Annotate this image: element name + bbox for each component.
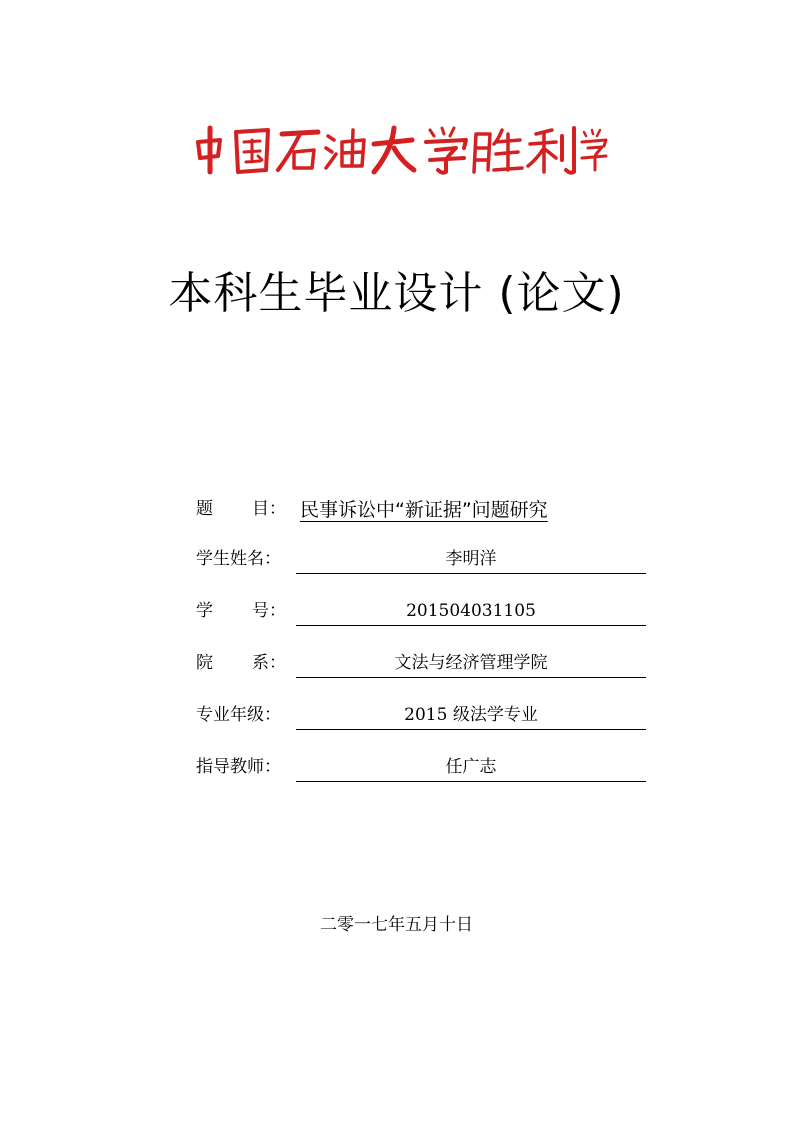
university-calligraphy-logo xyxy=(190,120,610,180)
major-value: 2015 级法学专业 xyxy=(296,704,646,730)
topic-label-char-1: 题 xyxy=(196,499,213,519)
info-row-student-name xyxy=(196,540,646,574)
advisor-value: 任广志 xyxy=(296,756,646,782)
student-id-label xyxy=(196,600,296,626)
document-date: 二零一七年五月十日 xyxy=(320,915,473,935)
student-id-label-char-1: 学 xyxy=(196,601,213,621)
university-logo xyxy=(190,120,610,180)
student-name-value: 李明洋 xyxy=(296,548,646,574)
department-label-char-2: 系： xyxy=(252,653,286,673)
student-name-label: 学生姓名： xyxy=(196,549,281,569)
student-id-label-char-2: 号： xyxy=(252,601,286,621)
department-label xyxy=(196,652,296,678)
topic-value: 民事诉讼中“新证据”问题研究 xyxy=(300,499,548,521)
student-id-value: 201504031105 xyxy=(296,600,646,626)
info-row-major xyxy=(196,696,646,730)
topic-label-char-2: 目： xyxy=(252,499,286,519)
document-main-title: 本科生毕业设计 (论文) xyxy=(168,268,625,319)
topic-label xyxy=(196,498,296,524)
info-row-topic xyxy=(196,490,646,524)
info-row-department xyxy=(196,644,646,678)
major-label: 专业年级： xyxy=(196,705,281,725)
department-value: 文法与经济管理学院 xyxy=(296,652,646,678)
info-row-advisor xyxy=(196,748,646,782)
info-row-student-id xyxy=(196,592,646,626)
department-label-char-1: 院 xyxy=(196,653,213,673)
advisor-label: 指导教师： xyxy=(196,757,281,777)
